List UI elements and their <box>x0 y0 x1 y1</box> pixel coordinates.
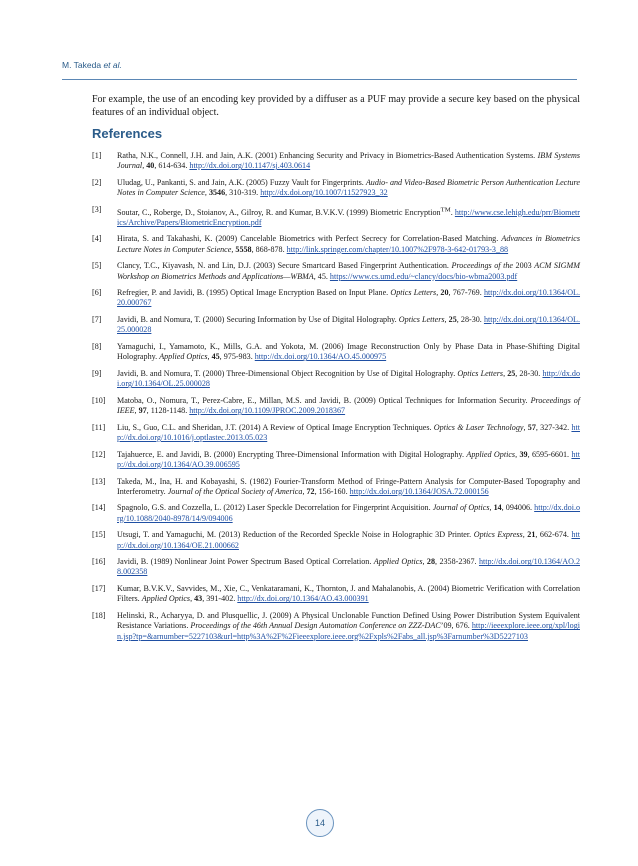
reference-journal: Applied Optics <box>466 449 516 459</box>
reference-journal: Applied Optics <box>373 557 423 567</box>
reference-item <box>92 423 580 443</box>
reference-number: [16] <box>92 557 106 567</box>
reference-journal: Optics Letters <box>390 288 437 298</box>
reference-item <box>92 178 580 198</box>
reference-item <box>92 205 580 228</box>
reference-body: Ratha, N.K., Connell, J.H. and Jain, A.K. (2001) Enhancing Security and Privacy in Biometrics-Based Authentication Systems. IBM Systems Journal, 40, 614-634. http://dx.doi.org/10.1147/sj.403.0614 <box>117 151 581 171</box>
reference-body <box>117 611 580 640</box>
reference-volume: 28 <box>426 557 436 567</box>
reference-link[interactable]: http://dx.doi.org/10.1364/AO.28.002358 <box>117 557 580 577</box>
reference-body: Javidi, B. and Nomura, T. (2000) Securing Information by Use of Digital Holography. Optics Letters, 25, 28-30. http://dx.doi.org/10.1364/OL.25.000028 <box>117 315 581 335</box>
reference-number: [3] <box>92 204 102 214</box>
reference-body <box>117 261 580 280</box>
reference-journal: Applied Optics <box>141 594 191 604</box>
reference-volume: 57 <box>527 422 536 432</box>
reference-journal: Journal of Optics <box>432 503 490 513</box>
reference-pages: , 327-342. <box>535 422 572 432</box>
reference-journal: Proceedings of IEEE <box>117 395 580 416</box>
reference-item <box>92 151 580 171</box>
reference-item <box>92 584 580 604</box>
reference-pages: , 614-634. <box>154 161 190 171</box>
reference-link[interactable]: https://www.cs.umd.edu/~clancy/docs/bio-wbma2003.pdf <box>329 271 518 281</box>
reference-journal: Applied Optics <box>159 352 208 362</box>
reference-volume: 72 <box>306 486 315 496</box>
reference-journal: Journal of the Optical Society of America <box>167 486 303 496</box>
reference-journal: Proceedings of the <box>451 261 513 271</box>
reference-item <box>92 611 580 642</box>
reference-item <box>92 503 580 523</box>
reference-item <box>92 530 580 550</box>
reference-authors-title: Uludag, U., Pankanti, S. and Jain, A.K. (2005) Fuzzy Vault for Fingerprints. <box>117 177 366 187</box>
reference-pages: , 2358-2367. <box>435 557 479 567</box>
reference-authors-title: Refregier, P. and Javidi, B. (1995) Optical Image Encryption Based on Input Plane. <box>117 288 391 298</box>
reference-authors-title: Soutar, C., Roberge, D., Stoianov, A., Gilroy, R. and Kumar, B.V.K.V. (1999) Biometric Encryption <box>117 207 441 217</box>
header-divider <box>62 79 577 80</box>
reference-item <box>92 288 580 308</box>
reference-authors-title: Hirata, S. and Takahashi, K. (2009) Cancelable Biometrics with Perfect Secrecy for Correlation-Based Matching. <box>117 234 502 244</box>
reference-journal: Optics & Laser Technology <box>433 422 524 432</box>
reference-link[interactable]: http://www.cse.lehigh.edu/prr/Biometrics/Archive/Papers/BiometricEncryption.pdf <box>117 207 581 227</box>
reference-volume: 25 <box>507 368 516 378</box>
reference-journal: Optics Letters <box>398 315 445 325</box>
reference-pages: , 975-983. <box>219 352 255 362</box>
reference-superscript: TM <box>440 205 451 213</box>
reference-volume: 21 <box>527 530 536 540</box>
reference-pages: , 156-160. <box>314 486 350 496</box>
reference-authors-title: Spagnolo, G.S. and Cozzella, L. (2012) Laser Speckle Decorrelation for Fingerprint Acquisition. <box>117 503 433 513</box>
reference-body: Yamaguchi, I., Yamamoto, K., Mills, G.A. and Yokota, M. (2006) Image Reconstruction Only by Phase Data in Phase-Shifting Digital Holography. Applied Optics, 45, 975-983. http://dx.doi.org/10.1364/AO.45.000975 <box>117 342 580 362</box>
reference-volume: 5558 <box>235 244 252 254</box>
reference-number: [10] <box>92 395 106 405</box>
reference-number: [4] <box>92 234 102 244</box>
reference-number: [8] <box>92 342 102 352</box>
reference-volume: 43 <box>194 594 203 604</box>
reference-number: [5] <box>92 261 102 271</box>
intro-paragraph: For example, the use of an encoding key provided by a diffuser as a PUF may provide a secure key based on the physical features of an individual object. <box>92 94 580 118</box>
reference-volume: 20 <box>440 288 449 298</box>
reference-item <box>92 557 580 577</box>
reference-authors-title: Tajahuerce, E. and Javidi, B. (2000) Encrypting Three-Dimensional Information with Digital Holography. <box>117 449 467 459</box>
reference-journal: Audio- and Video-Based Biometric Person Authentication Lecture Notes in Computer Science <box>117 177 580 198</box>
reference-text: 2003 <box>512 261 535 271</box>
reference-body: Matoba, O., Nomura, T., Perez-Cabre, E., Millan, M.S. and Javidi, B. (2009) Optical Techniques for Information Security. Proceedings of IEEE, 97, 1128-1148. http://dx.doi.org/10.1109/JPROC.2009.2018367 <box>117 395 580 416</box>
reference-pages: , 391-402. <box>202 594 238 604</box>
reference-body: Uludag, U., Pankanti, S. and Jain, A.K. (2005) Fuzzy Vault for Fingerprints. Audio- and Video-Based Biometric Person Authentication Lecture Notes in Computer Science, 3546, 310-319. http://dx.doi.org/10.1007/11527923_32 <box>117 177 580 198</box>
references-heading: References <box>92 126 163 141</box>
reference-volume: 3546 <box>208 188 226 198</box>
reference-number: [13] <box>92 476 106 486</box>
reference-pages: , 868-878. <box>251 244 287 254</box>
reference-item <box>92 315 580 335</box>
reference-body: Spagnolo, G.S. and Cozzella, L. (2012) Laser Speckle Decorrelation for Fingerprint Acquisition. Journal of Optics, 14, 094006. http://dx.doi.org/10.1088/2040-8978/14/9/094006 <box>117 503 581 523</box>
reference-authors-title: Kumar, B.V.K.V., Savvides, M., Xie, C., Venkataramani, K., Thornton, J. and Mahalanobis, A. (2004) Biometric Verification with Correlation Filters. <box>117 584 580 604</box>
reference-item <box>92 261 580 281</box>
reference-link[interactable]: http://dx.doi.org/10.1364/OL.25.000028 <box>117 315 581 335</box>
reference-journal: ACM SIGMM Workshop on Biometrics Methods and Applications—WBMA <box>117 261 580 281</box>
reference-volume: 45 <box>211 352 220 362</box>
reference-number: [15] <box>92 530 106 540</box>
reference-link[interactable]: http://link.springer.com/chapter/10.1007%2F978-3-642-01793-3_88 <box>286 244 509 254</box>
reference-body: Takeda, M., Ina, H. and Kobayashi, S. (1982) Fourier-Transform Method of Fringe-Pattern Analysis for Computer-Based Topography and Interferometry. Journal of the Optical Society of America, 72, 156-160. http://dx.doi.org/10.1364/JOSA.72.000156 <box>117 476 580 496</box>
reference-number: [11] <box>92 422 106 432</box>
reference-link[interactable]: http://dx.doi.org/10.1364/JOSA.72.000156 <box>349 486 489 496</box>
reference-list <box>92 151 580 648</box>
reference-volume: 39 <box>519 449 528 459</box>
reference-link[interactable]: http://dx.doi.org/10.1364/AO.43.000391 <box>237 594 369 604</box>
reference-pages: , 1128-1148. <box>146 406 190 416</box>
reference-authors-title: Ratha, N.K., Connell, J.H. and Jain, A.K. (2001) Enhancing Security and Privacy in Biometrics-Based Authentication Systems. <box>117 151 538 160</box>
reference-body: Utsugi, T. and Yamaguchi, M. (2013) Reduction of the Recorded Speckle Noise in Holographic 3D Printer. Optics Express, 21, 662-674. http://dx.doi.org/10.1364/OE.21.000662 <box>117 530 581 550</box>
reference-authors-title: Clancy, T.C., Kiyavash, N. and Lin, D.J. (2003) Secure Smartcard Based Fingerprint Authentication. <box>117 261 452 271</box>
reference-authors-title: Yamaguchi, I., Yamamoto, K., Mills, G.A. and Yokota, M. (2006) Image Reconstruction Only by Phase Data in Phase-Shifting Digital Holography. <box>117 342 580 362</box>
reference-body: Liu, S., Guo, C.L. and Sheridan, J.T. (2014) A Review of Optical Image Encryption Techniques. Optics & Laser Technology, 57, 327-342. http://dx.doi.org/10.1016/j.optlastec.2013.05.023 <box>117 422 580 442</box>
reference-text: ’09, 676. <box>440 621 472 631</box>
reference-body: Kumar, B.V.K.V., Savvides, M., Xie, C., Venkataramani, K., Thornton, J. and Mahalanobis, A. (2004) Biometric Verification with Correlation Filters. Applied Optics, 43, 391-402. http://dx.doi.org/10.1364/AO.43.000391 <box>117 584 580 604</box>
reference-authors-title: Helinski, R., Acharyya, D. and Plusquellic, J. (2009) A Physical Unclonable Function Defined Using Power Distribution System Equivalent Resistance Variations. <box>117 611 580 631</box>
reference-link[interactable]: http://ieeexplore.ieee.org/xpl/login.jsp?tp=&arnumber=5227103&url=http%3A%2F%2Fieeexplore.ieee.org%2Fxpls%2Fabs_all.jsp%3Farnumber%3D5227103 <box>117 621 580 641</box>
reference-journal: Proceedings of the 46th Annual Design Automation Conference on ZZZ-DAC <box>190 621 441 631</box>
reference-authors-title: Javidi, B. and Nomura, T. (2000) Three-Dimensional Object Recognition by Use of Digital Holography. <box>117 368 458 378</box>
reference-volume: 14 <box>493 503 502 513</box>
reference-link[interactable]: http://dx.doi.org/10.1109/JPROC.2009.2018367 <box>189 406 346 416</box>
reference-link[interactable]: http://dx.doi.org/10.1364/AO.39.006595 <box>117 449 580 469</box>
reference-item <box>92 450 580 470</box>
reference-number: [2] <box>92 177 102 187</box>
reference-link[interactable]: http://dx.doi.org/10.1007/11527923_32 <box>260 188 388 198</box>
reference-body: Refregier, P. and Javidi, B. (1995) Optical Image Encryption Based on Input Plane. Optics Letters, 20, 767-769. http://dx.doi.org/10.1364/OL.20.000767 <box>117 288 581 308</box>
reference-authors-title: Matoba, O., Nomura, T., Perez-Cabre, E., Millan, M.S. and Javidi, B. (2009) Optical Techniques for Information Security. <box>117 395 531 405</box>
reference-body: Hirata, S. and Takahashi, K. (2009) Cancelable Biometrics with Perfect Secrecy for Correlation-Based Matching. Advances in Biometrics Lecture Notes in Computer Science, 5558, 868-878. http://link.springer.com/chapter/10.1007%2F978-3-642-01793-3_88 <box>117 234 581 254</box>
reference-link[interactable]: http://dx.doi.org/10.1364/OE.21.000662 <box>117 530 581 550</box>
reference-number: [7] <box>92 315 102 325</box>
page-number-badge: 14 <box>306 809 334 837</box>
reference-pages: , 767-769. <box>448 288 484 298</box>
reference-link[interactable]: http://dx.doi.org/10.1364/OL.20.000767 <box>117 288 581 308</box>
reference-authors-title: Liu, S., Guo, C.L. and Sheridan, J.T. (2014) A Review of Optical Image Encryption Techniques. <box>117 422 434 432</box>
running-header-author <box>62 60 122 70</box>
reference-item <box>92 396 580 416</box>
reference-authors-title: Javidi, B. (1989) Nonlinear Joint Power Spectrum Based Optical Correlation. <box>117 557 374 567</box>
reference-link[interactable]: http://dx.doi.org/10.1147/sj.403.0614 <box>189 161 311 171</box>
reference-item <box>92 342 580 362</box>
reference-volume: 40 <box>146 161 155 171</box>
reference-body <box>117 205 581 227</box>
reference-journal: Advances in Biometrics Lecture Notes in Computer Science <box>117 234 581 254</box>
reference-item <box>92 234 580 254</box>
reference-number: [17] <box>92 584 106 594</box>
reference-number: [12] <box>92 449 106 459</box>
reference-body: Javidi, B. (1989) Nonlinear Joint Power Spectrum Based Optical Correlation. Applied Optics, 28, 2358-2367. http://dx.doi.org/10.1364/AO.28.002358 <box>117 557 580 577</box>
reference-pages: , 6595-6601. <box>527 449 572 459</box>
reference-text: . <box>450 207 455 217</box>
reference-number: [18] <box>92 611 106 621</box>
reference-volume: 25 <box>448 315 457 325</box>
reference-pages: , 28-30. <box>456 315 484 325</box>
reference-journal: IBM Systems Journal <box>117 151 581 171</box>
reference-authors-title: Takeda, M., Ina, H. and Kobayashi, S. (1982) Fourier-Transform Method of Fringe-Pattern Analysis for Computer-Based Topography and Interferometry. <box>117 476 580 496</box>
reference-journal: Optics Express <box>473 530 523 540</box>
reference-body: Tajahuerce, E. and Javidi, B. (2000) Encrypting Three-Dimensional Information with Digital Holography. Applied Optics, 39, 6595-6601. http://dx.doi.org/10.1364/AO.39.006595 <box>117 449 580 469</box>
reference-number: [9] <box>92 368 102 378</box>
reference-volume: 97 <box>138 406 147 416</box>
reference-body: Javidi, B. and Nomura, T. (2000) Three-Dimensional Object Recognition by Use of Digital Holography. Optics Letters, 25, 28-30. http://dx.doi.org/10.1364/OL.25.000028 <box>117 368 581 389</box>
reference-item <box>92 477 580 497</box>
reference-authors-title: Utsugi, T. and Yamaguchi, M. (2013) Reduction of the Recorded Speckle Noise in Holographic 3D Printer. <box>117 530 474 540</box>
reference-number: [1] <box>92 151 102 160</box>
reference-link[interactable]: http://dx.doi.org/10.1016/j.optlastec.2013.05.023 <box>117 422 580 442</box>
reference-link[interactable]: http://dx.doi.org/10.1088/2040-8978/14/9/094006 <box>117 503 581 523</box>
reference-item <box>92 369 580 389</box>
reference-pages: , 45. <box>313 271 330 281</box>
reference-link[interactable]: http://dx.doi.org/10.1364/OL.25.000028 <box>117 368 581 389</box>
header-et-al: et al. <box>103 60 122 70</box>
header-author-name: M. Takeda <box>62 60 102 70</box>
reference-number: [6] <box>92 288 102 298</box>
reference-number: [14] <box>92 503 106 513</box>
reference-journal: Optics Letters <box>457 368 504 378</box>
reference-pages: , 28-30. <box>515 368 543 378</box>
reference-pages: , 662-674. <box>535 530 572 540</box>
reference-link[interactable]: http://dx.doi.org/10.1364/AO.45.000975 <box>254 352 387 362</box>
reference-pages: , 094006. <box>501 503 535 513</box>
reference-pages: , 310-319. <box>225 188 261 198</box>
reference-authors-title: Javidi, B. and Nomura, T. (2000) Securing Information by Use of Digital Holography. <box>117 315 399 325</box>
